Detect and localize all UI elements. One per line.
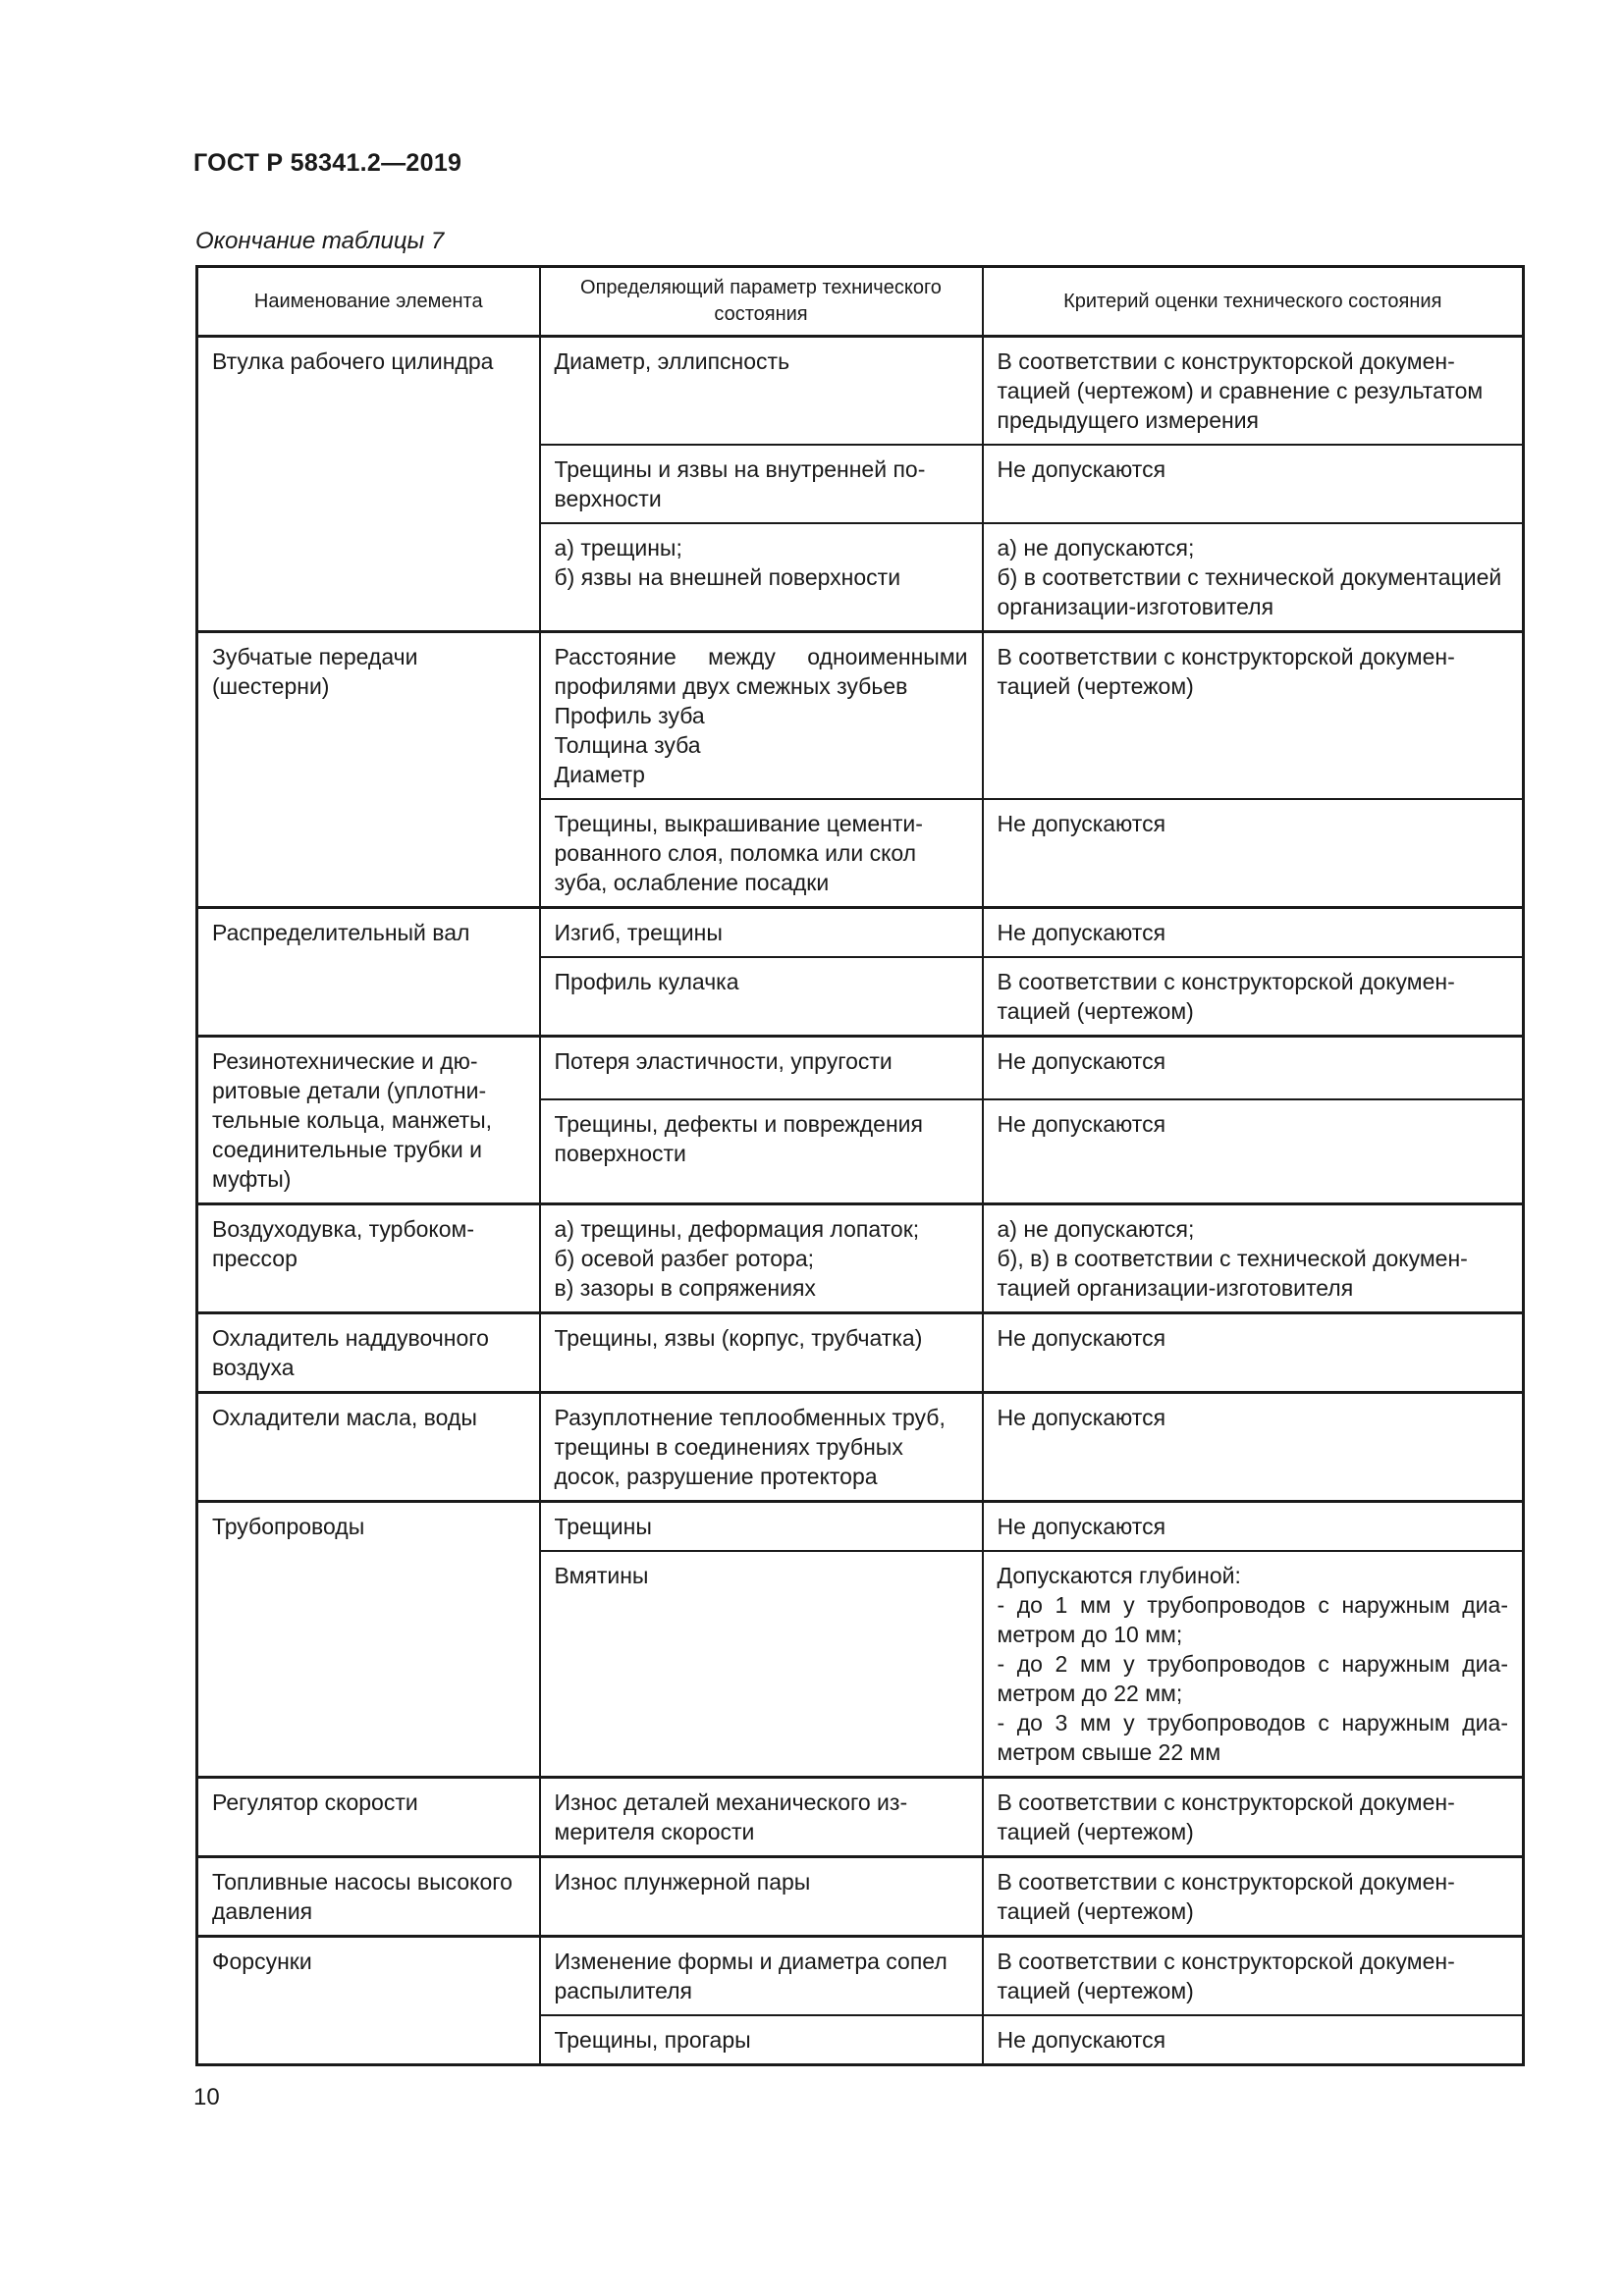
- parameter-cell: [540, 632, 983, 800]
- parameter-cell: Трещины: [540, 1502, 983, 1552]
- criterion-line: Допускаются глубиной:: [997, 1563, 1241, 1588]
- table-caption: Окончание таблицы 7: [195, 228, 445, 254]
- column-header-parameter: Определяющий параметр технического состояния: [540, 267, 983, 337]
- table-row: [197, 1857, 1524, 1937]
- criterion-line: - до 2 мм у трубопроводов с наружным диаметром до 22 мм;: [997, 1651, 1508, 1706]
- element-cell: Регулятор скорости: [197, 1778, 540, 1857]
- parameter-cell: Трещины, дефекты и повреждения поверхности: [540, 1099, 983, 1204]
- parameter-cell: Износ деталей механического измерителя скорости: [540, 1778, 983, 1857]
- element-cell: Втулка рабочего цилиндра: [197, 337, 540, 632]
- parameter-cell: Трещины, прогары: [540, 2015, 983, 2065]
- parameter-line: б) осевой разбег ротора;: [554, 1246, 815, 1271]
- criterion-cell: В соответствии с конструкторской документацией (чертежом) и сравнение с результатом предыдущего измерения: [983, 337, 1524, 446]
- criterion-cell: Не допускаются: [983, 445, 1524, 523]
- criterion-line: б), в) в соответствии с технической документацией организации-изготовителя: [997, 1246, 1468, 1301]
- criterion-cell: В соответствии с конструкторской документацией (чертежом): [983, 1778, 1524, 1857]
- element-cell: Охладители масла, воды: [197, 1393, 540, 1502]
- table-row: [197, 1937, 1524, 2016]
- parameter-cell: Трещины, выкрашивание цементированного слоя, поломка или скол зуба, ослабление посадки: [540, 799, 983, 908]
- page-number: 10: [193, 2084, 220, 2110]
- table-row: [197, 1502, 1524, 1552]
- parameter-cell: Изменение формы и диаметра сопел распылителя: [540, 1937, 983, 2016]
- parameter-line: б) язвы на внешней поверхности: [554, 564, 901, 590]
- element-cell: Зубчатые передачи (шестерни): [197, 632, 540, 908]
- document-header: ГОСТ Р 58341.2—2019: [193, 149, 462, 177]
- element-cell: Форсунки: [197, 1937, 540, 2065]
- parameter-line: Профиль зуба: [554, 703, 705, 728]
- parameter-line: Диаметр: [554, 762, 645, 787]
- element-cell: Резинотехнические и дюритовые детали (уплотнительные кольца, манжеты, соединительные трубки и муфты): [197, 1037, 540, 1204]
- criterion-cell: Не допускаются: [983, 1502, 1524, 1552]
- parameter-cell: Трещины и язвы на внутренней поверхности: [540, 445, 983, 523]
- criterion-line: б) в соответствии с технической документацией организации-изготовителя: [997, 564, 1502, 619]
- criterion-cell: Не допускаются: [983, 1313, 1524, 1393]
- parameter-cell: Профиль кулачка: [540, 957, 983, 1037]
- parameter-cell: [540, 523, 983, 632]
- table-row: [197, 632, 1524, 800]
- criterion-cell: Не допускаются: [983, 908, 1524, 958]
- element-cell: Распределительный вал: [197, 908, 540, 1037]
- table-row: [197, 1393, 1524, 1502]
- criterion-line: - до 3 мм у трубопроводов с наружным диаметром свыше 22 мм: [997, 1710, 1508, 1765]
- criterion-cell: В соответствии с конструкторской документацией (чертежом): [983, 957, 1524, 1037]
- criterion-cell: [983, 1204, 1524, 1313]
- criterion-cell: [983, 1551, 1524, 1778]
- table-row: [197, 1037, 1524, 1100]
- parameter-cell: Трещины, язвы (корпус, трубчатка): [540, 1313, 983, 1393]
- element-cell: Воздуходувка, турбокомпрессор: [197, 1204, 540, 1313]
- criterion-line: а) не допускаются;: [997, 535, 1195, 561]
- criterion-cell: В соответствии с конструкторской документацией (чертежом): [983, 1857, 1524, 1937]
- parameter-cell: Изгиб, трещины: [540, 908, 983, 958]
- column-header-criterion: Критерий оценки технического состояния: [983, 267, 1524, 337]
- table-row: [197, 1204, 1524, 1313]
- technical-condition-table: [195, 265, 1525, 2066]
- table-row: [197, 908, 1524, 958]
- element-cell: Охладитель наддувочного воздуха: [197, 1313, 540, 1393]
- criterion-line: - до 1 мм у трубопроводов с наружным диаметром до 10 мм;: [997, 1592, 1508, 1647]
- parameter-cell: Износ плунжерной пары: [540, 1857, 983, 1937]
- parameter-cell: [540, 1204, 983, 1313]
- parameter-line: в) зазоры в сопряжениях: [554, 1275, 816, 1301]
- parameter-line: а) трещины;: [554, 535, 682, 561]
- criterion-cell: Не допускаются: [983, 1037, 1524, 1100]
- parameter-cell: Диаметр, эллипсность: [540, 337, 983, 446]
- parameter-cell: Вмятины: [540, 1551, 983, 1778]
- criterion-cell: Не допускаются: [983, 2015, 1524, 2065]
- column-header-element: Наименование элемента: [197, 267, 540, 337]
- criterion-line: а) не допускаются;: [997, 1216, 1195, 1242]
- table-row: [197, 337, 1524, 446]
- table-header-row: [197, 267, 1524, 337]
- table-row: [197, 1778, 1524, 1857]
- element-cell: Топливные насосы высокого давления: [197, 1857, 540, 1937]
- criterion-cell: [983, 523, 1524, 632]
- parameter-cell: Потеря эластичности, упругости: [540, 1037, 983, 1100]
- element-cell: Трубопроводы: [197, 1502, 540, 1778]
- parameter-cell: Разуплотнение теплообменных труб, трещины в соединениях трубных досок, разрушение протектора: [540, 1393, 983, 1502]
- criterion-cell: Не допускаются: [983, 1393, 1524, 1502]
- parameter-line: Толщина зуба: [554, 732, 701, 758]
- table-row: [197, 1313, 1524, 1393]
- parameter-line: Расстояние между одноименными профилями двух смежных зубьев: [554, 644, 968, 699]
- criterion-cell: Не допускаются: [983, 799, 1524, 908]
- parameter-line: а) трещины, деформация лопаток;: [554, 1216, 920, 1242]
- criterion-cell: В соответствии с конструкторской документацией (чертежом): [983, 632, 1524, 800]
- criterion-cell: Не допускаются: [983, 1099, 1524, 1204]
- criterion-cell: В соответствии с конструкторской документацией (чертежом): [983, 1937, 1524, 2016]
